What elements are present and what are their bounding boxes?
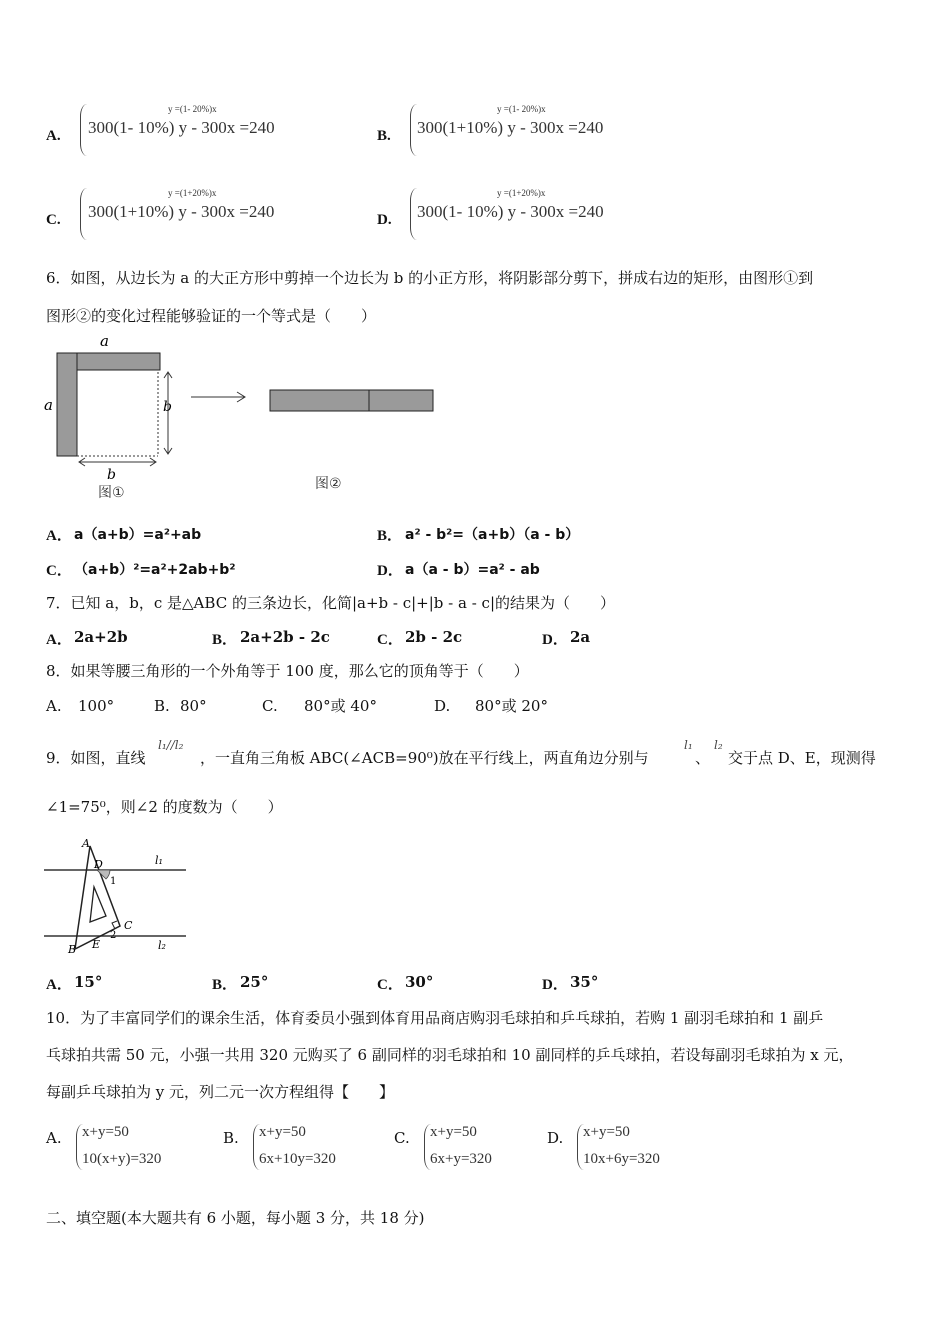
q7-option-a-letter[interactable]: A． xyxy=(46,632,72,648)
q10-stem-line2: 乓球拍共需 50 元，小强一共用 320 元购买了 6 副同样的羽毛球拍和 10 副同样的乒乓球拍，若设每副羽毛球拍为 x 元， xyxy=(46,1046,854,1064)
q7-option-a-text[interactable]: 2a+2b xyxy=(74,628,128,646)
q10-option-a-eq1: x+y=50 xyxy=(82,1124,129,1140)
q9-option-a-letter[interactable]: A． xyxy=(46,977,72,993)
q10-option-c-eq2: 6x+y=320 xyxy=(430,1151,492,1167)
q9-option-a-text[interactable]: 15° xyxy=(74,973,103,991)
q5-option-b-letter[interactable]: B. xyxy=(377,128,391,144)
q6-option-b-letter[interactable]: B． xyxy=(377,528,403,544)
q10-option-b-eq1: x+y=50 xyxy=(259,1124,306,1140)
q6-option-b-text[interactable]: a² - b²=（a+b）（a - b） xyxy=(405,527,580,543)
q9-option-b-text[interactable]: 25° xyxy=(240,973,269,991)
q5-option-a-eq1: y =(1- 20%)x xyxy=(168,104,217,114)
q8-option-d-letter[interactable]: D. xyxy=(434,697,451,715)
q9-l1-label: l₁ xyxy=(684,738,693,752)
q7-option-d-letter[interactable]: D． xyxy=(542,632,568,648)
q5-option-d-eq2: 300(1- 10%) y - 300x =240 xyxy=(417,202,604,221)
q5-option-a-brace xyxy=(80,104,87,156)
q5-option-c-eq2: 300(1+10%) y - 300x =240 xyxy=(88,202,275,221)
q9-option-c-text[interactable]: 30° xyxy=(405,973,434,991)
q9-stem-b: ，一直角三角板 ABC(∠ACB=90⁰)放在平行线上，两直角边分别与 xyxy=(200,749,649,767)
q9-separator: 、 xyxy=(695,749,711,767)
q6-figure-2 xyxy=(270,390,433,492)
q9-label-l1: l₁ xyxy=(155,854,163,867)
q5-option-a-letter[interactable]: A. xyxy=(46,128,61,144)
q7-option-b-text[interactable]: 2a+2b - 2c xyxy=(240,628,330,646)
q9-stem-line2: ∠1=75⁰，则∠2 的度数为（ ） xyxy=(46,798,283,816)
q5-option-c-letter[interactable]: C. xyxy=(46,212,61,228)
q5-option-d-eq1: y =(1+20%)x xyxy=(497,188,546,198)
q7-option-c-letter[interactable]: C． xyxy=(377,632,403,648)
q8-option-a-letter[interactable]: A. xyxy=(46,697,62,715)
q9-label-B: B xyxy=(68,943,77,956)
q8-option-b-letter[interactable]: B. xyxy=(154,697,170,715)
q6-caption-2: 图② xyxy=(315,476,342,492)
q5-option-b-eq2: 300(1+10%) y - 300x =240 xyxy=(417,118,604,137)
q8-option-c-text[interactable]: 80°或 40° xyxy=(304,697,377,715)
q10-option-d-letter[interactable]: D. xyxy=(547,1129,564,1147)
q10-option-b-letter[interactable]: B. xyxy=(223,1129,239,1147)
q9-stem-c: 交于点 D、E，现测得 xyxy=(728,749,876,767)
q6-option-a-letter[interactable]: A． xyxy=(46,528,72,544)
q9-figure xyxy=(40,832,200,957)
q6-label-b-right: b xyxy=(163,399,172,415)
q5-option-c-eq1: y =(1+20%)x xyxy=(168,188,217,198)
q6-stem-line1: 6．如图，从边长为 a 的大正方形中剪掉一个边长为 b 的小正方形，将阴影部分剪下，拼成右边的矩形，由图形①到 xyxy=(46,269,814,287)
q10-option-d-eq2: 10x+6y=320 xyxy=(583,1151,660,1167)
q6-label-b-bottom: b xyxy=(107,467,116,483)
q10-stem-line3: 每副乒乓球拍为 y 元，列二元一次方程组得【 】 xyxy=(46,1083,395,1101)
q6-stem-line2: 图形②的变化过程能够验证的一个等式是（ ） xyxy=(46,307,377,325)
q7-stem: 7．已知 a，b，c 是△ABC 的三条边长，化简|a+b - c|+|b - a - c|的结果为（ ） xyxy=(46,594,615,612)
q6-option-d-text[interactable]: a（a - b）=a² - ab xyxy=(405,562,540,578)
q9-label-l2: l₂ xyxy=(158,939,166,952)
q9-stem-a: 9．如图，直线 xyxy=(46,749,146,767)
q10-stem-line1: 10．为了丰富同学们的课余生活，体育委员小强到体育用品商店购羽毛球拍和乒乓球拍，若购 1 副羽毛球拍和 1 副乒 xyxy=(46,1009,824,1027)
q10-option-d-eq1: x+y=50 xyxy=(583,1124,630,1140)
q10-option-a-eq2: 10(x+y)=320 xyxy=(82,1151,162,1167)
q7-option-b-letter[interactable]: B． xyxy=(212,632,238,648)
q6-label-a-top: a xyxy=(100,332,109,350)
q5-option-a-eq2: 300(1- 10%) y - 300x =240 xyxy=(88,118,275,137)
q7-option-d-text[interactable]: 2a xyxy=(570,628,591,646)
q6-transform-arrow xyxy=(191,392,245,402)
q9-label-2: 2 xyxy=(110,930,117,941)
q9-option-d-letter[interactable]: D． xyxy=(542,977,568,993)
q8-option-b-text[interactable]: 80° xyxy=(180,697,207,715)
q5-option-c-brace xyxy=(80,188,87,240)
q6-label-a-left: a xyxy=(44,396,53,414)
section-2-title: 二、填空题(本大题共有 6 小题，每小题 3 分，共 18 分) xyxy=(46,1209,425,1227)
q9-label-D: D xyxy=(94,858,103,871)
q10-option-c-letter[interactable]: C. xyxy=(394,1129,410,1147)
q10-option-b-eq2: 6x+10y=320 xyxy=(259,1151,336,1167)
q10-option-a-letter[interactable]: A. xyxy=(46,1129,62,1147)
q9-label-A: A xyxy=(82,837,90,850)
q5-option-b-eq1: y =(1- 20%)x xyxy=(497,104,546,114)
q6-option-c-text[interactable]: （a+b）²=a²+2ab+b² xyxy=(74,562,236,578)
q5-option-d-letter[interactable]: D. xyxy=(377,212,392,228)
q5-option-b-brace xyxy=(410,104,417,156)
q5-option-d-brace xyxy=(410,188,417,240)
q6-caption-1: 图① xyxy=(98,485,125,501)
q9-option-c-letter[interactable]: C． xyxy=(377,977,403,993)
q9-label-C: C xyxy=(124,919,133,932)
q6-option-c-letter[interactable]: C． xyxy=(46,563,72,579)
q8-stem: 8．如果等腰三角形的一个外角等于 100 度，那么它的顶角等于（ ） xyxy=(46,662,529,680)
q6-figure-1 xyxy=(44,332,172,501)
q8-option-a-text[interactable]: 100° xyxy=(78,697,115,715)
q6-figure xyxy=(40,330,460,505)
q8-option-d-text[interactable]: 80°或 20° xyxy=(475,697,548,715)
q9-option-d-text[interactable]: 35° xyxy=(570,973,599,991)
q6-option-a-text[interactable]: a（a+b）=a²+ab xyxy=(74,527,202,543)
q9-option-b-letter[interactable]: B． xyxy=(212,977,238,993)
q9-label-1: 1 xyxy=(110,876,117,887)
q6-option-d-letter[interactable]: D． xyxy=(377,563,403,579)
q9-l1-parallel-l2: l₁//l₂ xyxy=(158,738,184,752)
q10-option-c-eq1: x+y=50 xyxy=(430,1124,477,1140)
q8-option-c-letter[interactable]: C. xyxy=(262,697,278,715)
q7-option-c-text[interactable]: 2b - 2c xyxy=(405,628,463,646)
q9-l2-label: l₂ xyxy=(714,738,723,752)
q9-label-E: E xyxy=(92,938,101,951)
